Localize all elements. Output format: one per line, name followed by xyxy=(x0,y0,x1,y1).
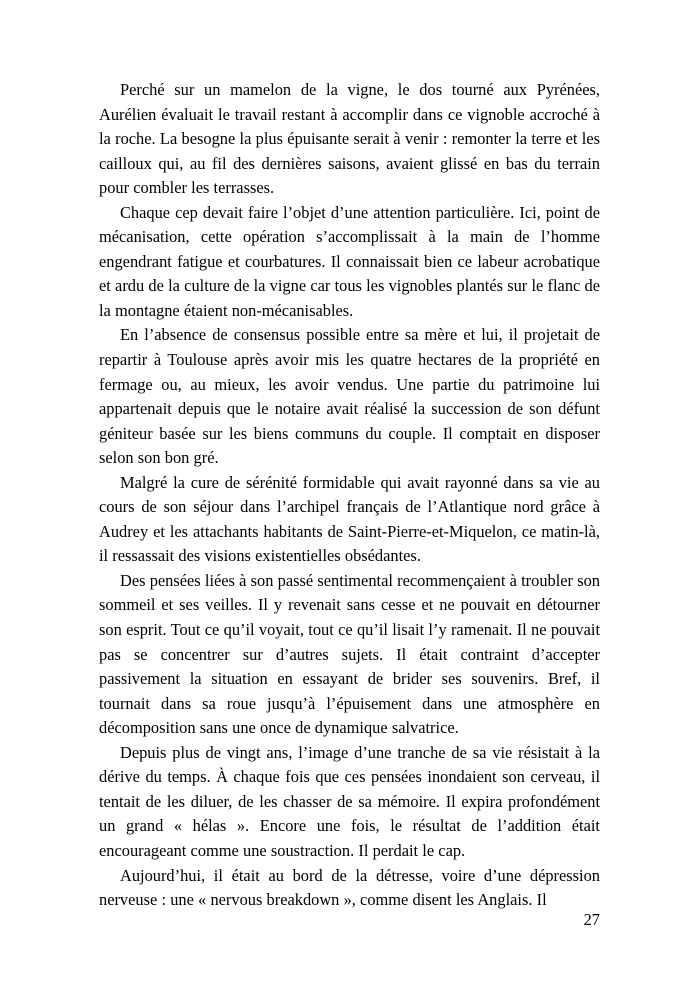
paragraph: Malgré la cure de sérénité formidable qui avait rayonné dans sa vie au cours de son séjour dans l’archipel français de l’Atlantique nord grâce à Audrey et les attachants habitants de Saint-Pierre-et-Miquelon, ce matin-là, il ressassait des visions existentielles obsédantes. xyxy=(99,472,600,566)
paragraph: Aujourd’hui, il était au bord de la détresse, voire d’une dépression nerveuse : une « nervous breakdown », comme disent les Anglais. Il xyxy=(99,865,600,910)
page-text-block xyxy=(99,78,600,913)
page-number: 27 xyxy=(583,910,600,929)
paragraph: Chaque cep devait faire l’objet d’une attention particulière. Ici, point de mécanisation, cette opération s’accomplissait à la main de l’homme engendrant fatigue et courbatures. Il connaissait bien ce labeur acrobatique et ardu de la culture de la vigne car tous les vignobles plantés sur le flanc de la montagne étaient non-mécanisables. xyxy=(99,202,600,320)
paragraph: Des pensées liées à son passé sentimental recommençaient à troubler son sommeil et ses veilles. Il y revenait sans cesse et ne pouvait en détourner son esprit. Tout ce qu’il voyait, tout ce qu’il lisait l’y ramenait. Il ne pouvait pas se concentrer sur d’autres sujets. Il était contraint d’accepter passivement la situation en essayant de brider ses souvenirs. Bref, il tournait dans sa roue jusqu’à l’épuisement dans une atmosphère en décomposition sans une once de dynamique salvatrice. xyxy=(99,570,600,738)
paragraph: Depuis plus de vingt ans, l’image d’une tranche de sa vie résistait à la dérive du temps. À chaque fois que ces pensées inondaient son cerveau, il tentait de les diluer, de les chasser de sa mémoire. Il expira profondément un grand « hélas ». Encore une fois, le résultat de l’addition était encourageant comme une soustraction. Il perdait le cap. xyxy=(99,742,600,860)
paragraph: Perché sur un mamelon de la vigne, le dos tourné aux Pyrénées, Aurélien évaluait le travail restant à accomplir dans ce vignoble accroché à la roche. La besogne la plus épuisante serait à venir : remonter la terre et les cailloux qui, au fil des dernières saisons, avaient glissé en bas du terrain pour combler les terrasses. xyxy=(99,80,600,198)
paragraph: En l’absence de consensus possible entre sa mère et lui, il projetait de repartir à Toulouse après avoir mis les quatre hectares de la propriété en fermage ou, au mieux, les avoir vendus. Une partie du patrimoine lui appartenait depuis que le notaire avait réalisé la succession de son défunt géniteur basée sur les biens communs du couple. Il comptait en disposer selon son bon gré. xyxy=(99,325,600,468)
